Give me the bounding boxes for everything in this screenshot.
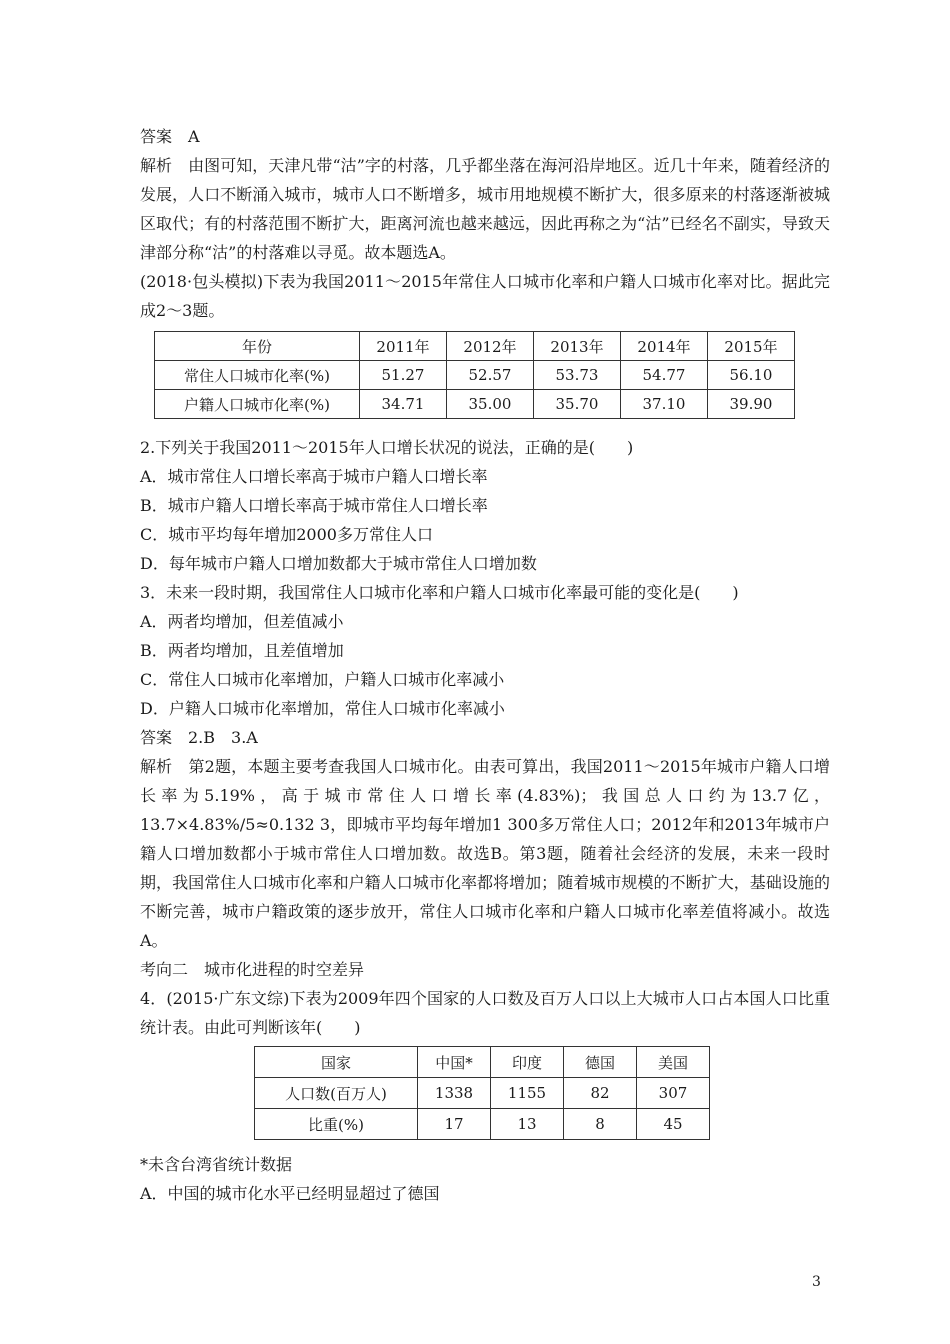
table-cell: 人口数(百万人) [255, 1078, 418, 1109]
table-cell: 45 [637, 1109, 710, 1140]
table-cell: 1155 [491, 1078, 564, 1109]
table-row [155, 390, 795, 419]
analysis-1: 解析 由图可知，天津凡带“沽”字的村落，几乎都坐落在海河沿岸地区。近几十年来，随着经济的发展，人口不断涌入城市，城市人口不断增多，城市用地规模不断扩大，很多原来的村落逐渐被城区取代；有的村落范围不断扩大，距离河流也越来越远，因此再称之为“沽”已经名不副实，导致天津部分称“沽”的村落难以寻觅。故本题选A。 [140, 156, 830, 262]
question-2-option-a: A．城市常住人口增长率高于城市户籍人口增长率 [140, 467, 488, 486]
question-4-stem: 4．(2015·广东文综)下表为2009年四个国家的人口数及百万人口以上大城市人口占本国人口比重统计表。由此可判断该年( ) [140, 989, 830, 1037]
table-cell: 比重(%) [255, 1109, 418, 1140]
table-cell: 17 [418, 1109, 491, 1140]
table-cell: 37.10 [621, 390, 708, 419]
answer-1: 答案 A [140, 127, 200, 146]
table-cell: 56.10 [708, 361, 795, 390]
question-3-stem: 3．未来一段时期，我国常住人口城市化率和户籍人口城市化率最可能的变化是( ) [140, 583, 739, 602]
table-cell: 51.27 [360, 361, 447, 390]
table-cell: 1338 [418, 1078, 491, 1109]
table-cell: 2011年 [360, 332, 447, 361]
question-intro-2-3: (2018·包头模拟)下表为我国2011～2015年常住人口城市化率和户籍人口城市化率对比。据此完成2～3题。 [140, 272, 830, 320]
table-cell: 2014年 [621, 332, 708, 361]
table-cell: 2013年 [534, 332, 621, 361]
question-2-option-b: B．城市户籍人口增长率高于城市常住人口增长率 [140, 496, 488, 515]
table-cell: 35.00 [447, 390, 534, 419]
question-2-option-c: C．城市平均每年增加2000多万常住人口 [140, 525, 433, 544]
table-cell: 8 [564, 1109, 637, 1140]
question-3-option-c: C．常住人口城市化率增加，户籍人口城市化率减小 [140, 670, 505, 689]
table-cell: 中国* [418, 1047, 491, 1078]
answer-2-3: 答案 2.B 3.A [140, 728, 258, 747]
table-cell: 13 [491, 1109, 564, 1140]
table-cell: 53.73 [534, 361, 621, 390]
table-cell: 2012年 [447, 332, 534, 361]
country-population-table [254, 1046, 710, 1140]
table-cell: 54.77 [621, 361, 708, 390]
table-cell: 德国 [564, 1047, 637, 1078]
table-cell: 美国 [637, 1047, 710, 1078]
question-3-option-d: D．户籍人口城市化率增加，常住人口城市化率减小 [140, 699, 505, 718]
question-2-option-d: D．每年城市户籍人口增加数都大于城市常住人口增加数 [140, 554, 537, 573]
table-cell: 307 [637, 1078, 710, 1109]
table-cell: 52.57 [447, 361, 534, 390]
table-row [255, 1109, 710, 1140]
table-row [255, 1078, 710, 1109]
question-2-stem: 2.下列关于我国2011～2015年人口增长状况的说法，正确的是( ) [140, 438, 634, 457]
table-cell: 国家 [255, 1047, 418, 1078]
analysis-2-3: 解析 第2题，本题主要考查我国人口城市化。由表可算出，我国2011～2015年城市户籍人口增长率为5.19%，高于城市常住人口增长率(4.83%)；我国总人口约为13.7亿，13.7×4.83%/5≈0.132 3，即城市平均每年增加1 300多万常住人口；2012年和2013年城市户籍人口增加数都小于城市常住人口增加数。故选B。第3题，随着社会经济的发展，未来一段时期，我国常住人口城市化率和户籍人口城市化率都将增加；随着城市规模的不断扩大，基础设施的不断完善，城市户籍政策的逐步放开，常住人口城市化率和户籍人口城市化率差值将减小。故选A。 [140, 757, 830, 950]
urbanization-rate-table [154, 331, 795, 419]
table-cell: 35.70 [534, 390, 621, 419]
table-row [155, 361, 795, 390]
table-cell: 年份 [155, 332, 360, 361]
table-header-row [155, 332, 795, 361]
page-number: 3 [812, 1274, 821, 1290]
table-cell: 户籍人口城市化率(%) [155, 390, 360, 419]
section-heading: 考向二 城市化进程的时空差异 [140, 960, 365, 979]
page-content [140, 122, 830, 1208]
table-cell: 82 [564, 1078, 637, 1109]
table-footnote: *未含台湾省统计数据 [140, 1155, 293, 1174]
table-cell: 2015年 [708, 332, 795, 361]
question-4-option-a: A．中国的城市化水平已经明显超过了德国 [140, 1184, 440, 1203]
question-3-option-b: B．两者均增加，且差值增加 [140, 641, 344, 660]
question-3-option-a: A．两者均增加，但差值减小 [140, 612, 344, 631]
table-cell: 常住人口城市化率(%) [155, 361, 360, 390]
table-cell: 印度 [491, 1047, 564, 1078]
table-cell: 34.71 [360, 390, 447, 419]
table-cell: 39.90 [708, 390, 795, 419]
table-header-row [255, 1047, 710, 1078]
